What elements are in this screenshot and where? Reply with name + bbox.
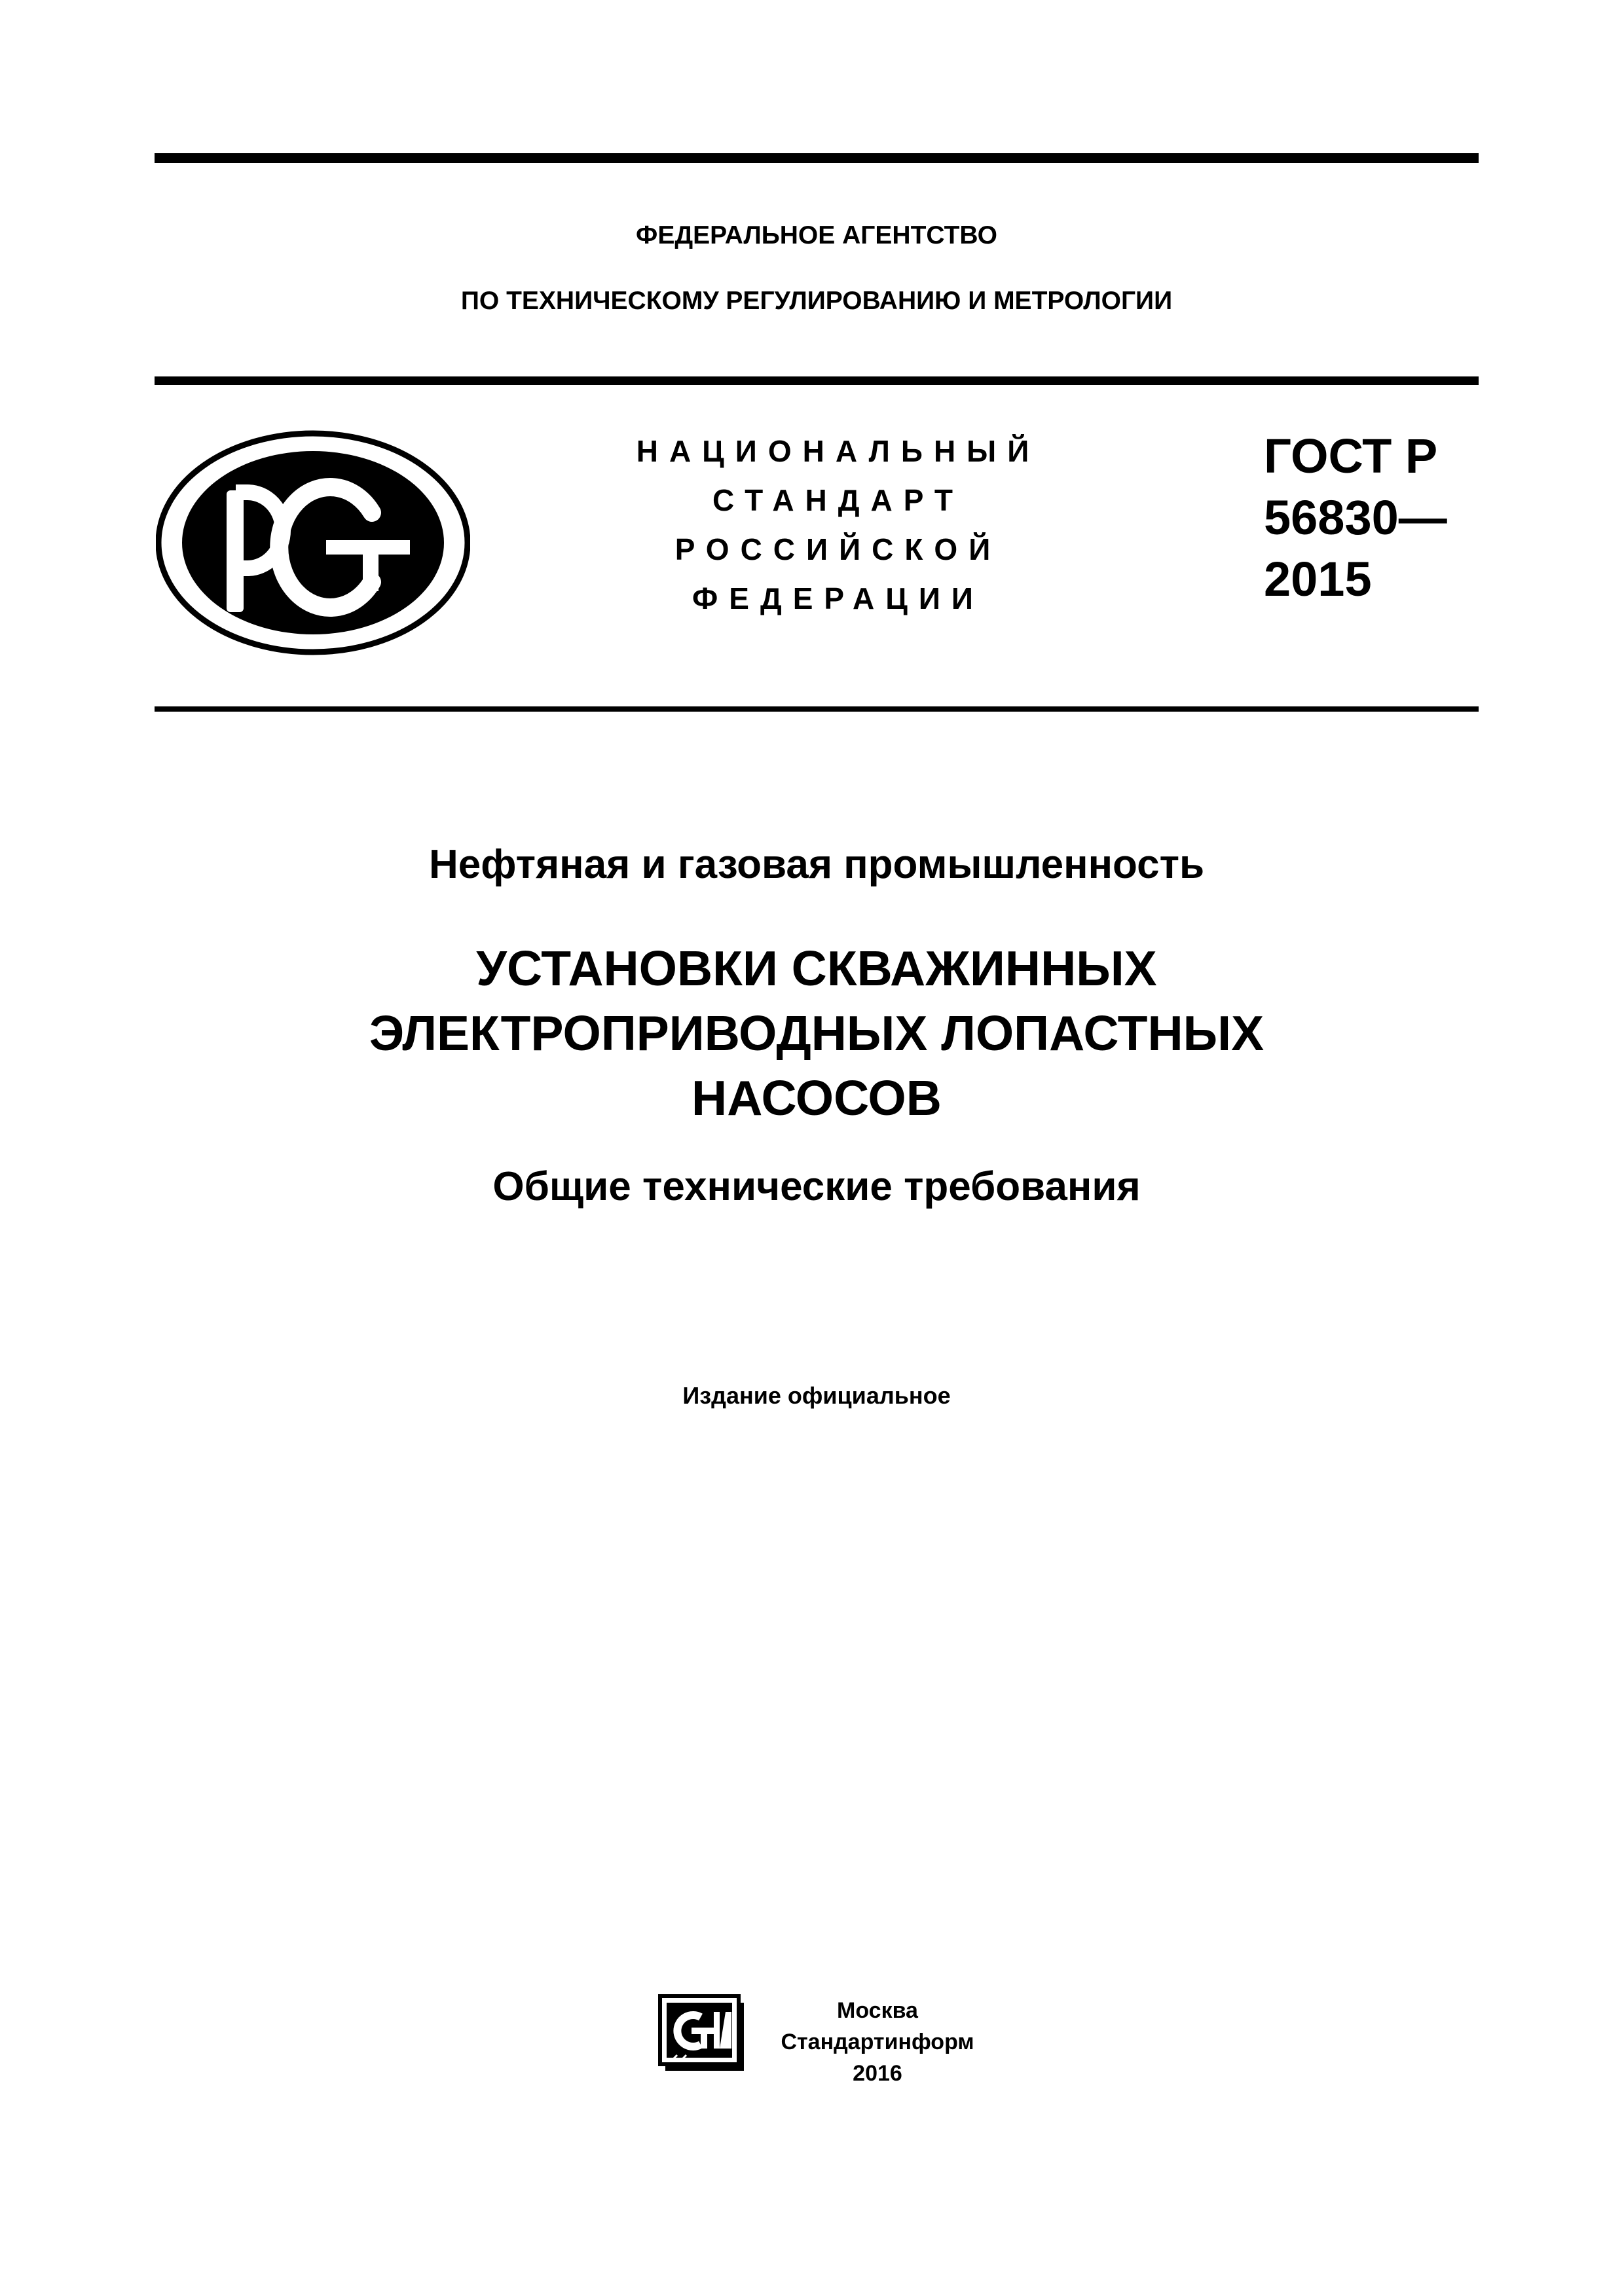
document-title [155, 936, 1479, 1131]
national-line-2: СТАНДАРТ [712, 483, 964, 517]
national-line-3: РОССИЙСКОЙ [674, 532, 1002, 566]
document-title-line-1: УСТАНОВКИ СКВАЖИННЫХ [476, 941, 1157, 996]
edition-note: Издание официальное [682, 1382, 951, 1409]
top-rule [155, 153, 1479, 163]
document-title-line-3: НАСОСОВ [692, 1070, 942, 1125]
standard-designation [1264, 426, 1447, 610]
document-title-line-2: ЭЛЕКТРОПРИВОДНЫХ ЛОПАСТНЫХ [369, 1006, 1264, 1061]
designation-line-1: ГОСТ Р [1264, 429, 1438, 483]
publisher-name: Стандартинформ [781, 2030, 974, 2054]
publisher-block [773, 1995, 982, 2089]
publisher-city: Москва [837, 1998, 918, 2023]
national-line-4: ФЕДЕРАЦИИ [692, 581, 984, 615]
publication-year: 2016 [853, 2061, 902, 2086]
document-category: Нефтяная и газовая промышленность [428, 842, 1205, 887]
designation-line-3: 2015 [1264, 552, 1372, 606]
agency-name-line-2: ПО ТЕХНИЧЕСКОМУ РЕГУЛИРОВАНИЮ И МЕТРОЛОГИИ [460, 287, 1173, 315]
national-line-1: НАЦИОНАЛЬНЫЙ [636, 434, 1041, 468]
national-standard-label [576, 427, 1100, 623]
agency-name-line-1: ФЕДЕРАЛЬНОЕ АГЕНТСТВО [636, 221, 997, 249]
standartinform-logo-icon [657, 1994, 748, 2073]
rst-logo-icon [156, 430, 470, 656]
designation-line-2: 56830— [1264, 490, 1447, 545]
title-rule [155, 706, 1479, 712]
header-rule [155, 376, 1479, 385]
document-subtitle: Общие технические требования [492, 1164, 1141, 1209]
